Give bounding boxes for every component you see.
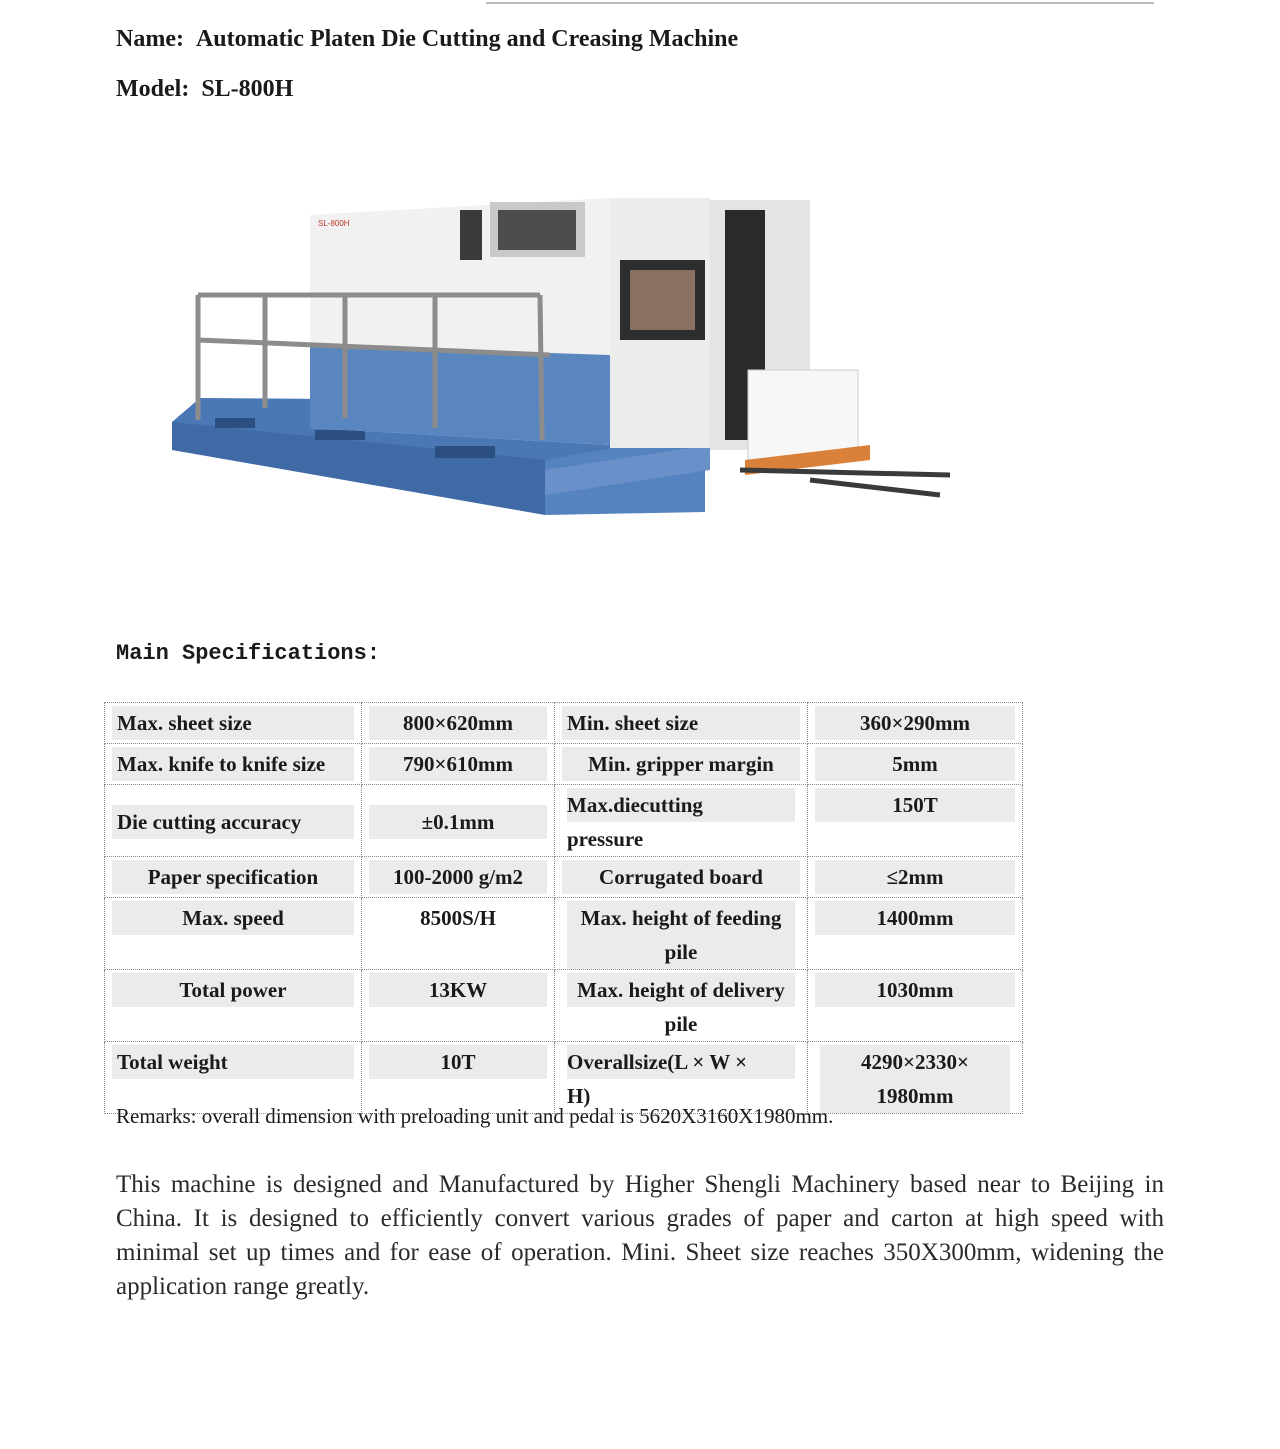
spec-label: Max. knife to knife size <box>112 747 354 781</box>
spec-label-word: H) <box>567 1084 591 1108</box>
spec-label-word: Overall <box>567 1050 635 1074</box>
spec-label-word: pressure <box>567 827 644 851</box>
name-line <box>116 26 738 53</box>
table-row <box>105 785 1023 857</box>
machine-body-shade <box>310 345 610 445</box>
spec-value: 800×620mm <box>369 706 547 740</box>
spec-value: 360×290mm <box>815 706 1015 740</box>
spec-label-multiline <box>562 901 800 969</box>
spec-label: Total weight <box>112 1045 354 1079</box>
spec-label: Min. gripper margin <box>562 747 800 781</box>
table-row <box>105 857 1023 898</box>
spec-label-word: size(L × W × <box>634 1050 748 1074</box>
spec-label-line: pile <box>664 1012 698 1036</box>
spec-label: Max. speed <box>112 901 354 935</box>
spec-value: 10T <box>369 1045 547 1079</box>
spec-value: 150T <box>815 788 1015 822</box>
spec-value-line: 1980mm <box>820 1079 1010 1113</box>
model-line <box>116 76 293 103</box>
spec-value: ≤2mm <box>815 860 1015 894</box>
top-rule <box>486 2 1154 4</box>
table-row <box>105 744 1023 785</box>
spec-label: Min. sheet size <box>562 706 800 740</box>
spec-label: Paper specification <box>112 860 354 894</box>
spec-label-multiline <box>562 973 800 1041</box>
machine-photo <box>160 170 960 530</box>
spec-value: 13KW <box>369 973 547 1007</box>
spec-table <box>104 702 1023 1114</box>
paper-pile <box>748 370 858 460</box>
table-row <box>105 1042 1023 1114</box>
spec-value: 1400mm <box>815 901 1015 935</box>
specs-title: Main Specifications: <box>116 641 381 666</box>
spec-label-line: pile <box>567 935 795 969</box>
spec-value-line: 4290×2330× <box>820 1045 1010 1079</box>
spec-value: ±0.1mm <box>369 805 547 839</box>
spec-label: Die cutting accuracy <box>112 805 354 839</box>
spec-value: 790×610mm <box>369 747 547 781</box>
spec-label: Total power <box>112 973 354 1007</box>
name-label: Name: <box>116 26 184 52</box>
pallet-rails <box>740 470 950 495</box>
remarks: Remarks: overall dimension with preloading unit and pedal is 5620X3160X1980mm. <box>116 1104 834 1128</box>
table-row <box>105 703 1023 744</box>
machine-name: Automatic Platen Die Cutting and Creasing Machine <box>195 26 739 52</box>
machine-badge: SL-800H <box>318 219 350 228</box>
spec-label: Corrugated board <box>562 860 800 894</box>
spec-label-multiline <box>562 788 800 856</box>
spec-label-word: die <box>613 793 640 817</box>
table-row <box>105 970 1023 1042</box>
spec-value: 100-2000 g/m2 <box>369 860 547 894</box>
model-label: Model: <box>116 76 190 102</box>
model-value: SL-800H <box>201 76 294 102</box>
spec-label-word: Max. <box>567 793 614 817</box>
spec-value: 1030mm <box>815 973 1015 1007</box>
spec-value: 5mm <box>815 747 1015 781</box>
table-row <box>105 898 1023 970</box>
spec-label-multiline <box>562 1045 800 1113</box>
spec-value: 8500S/H <box>420 906 496 930</box>
spec-value-multiline <box>815 1045 1015 1113</box>
spec-label-line: Max. height of delivery <box>567 973 795 1007</box>
spec-label-line: Max. height of feeding <box>567 901 795 935</box>
spec-label: Max. sheet size <box>112 706 354 740</box>
description-paragraph: This machine is designed and Manufactured by Higher Shengli Machinery based near to Beijing in China. It is designed to efficiently convert various grades of paper and carton at high speed with minimal set up times and for ease of operation. Mini. Sheet size reaches 350X300mm, widening the application range greatly. <box>116 1171 1164 1300</box>
spec-label-word: cutting <box>639 793 703 817</box>
